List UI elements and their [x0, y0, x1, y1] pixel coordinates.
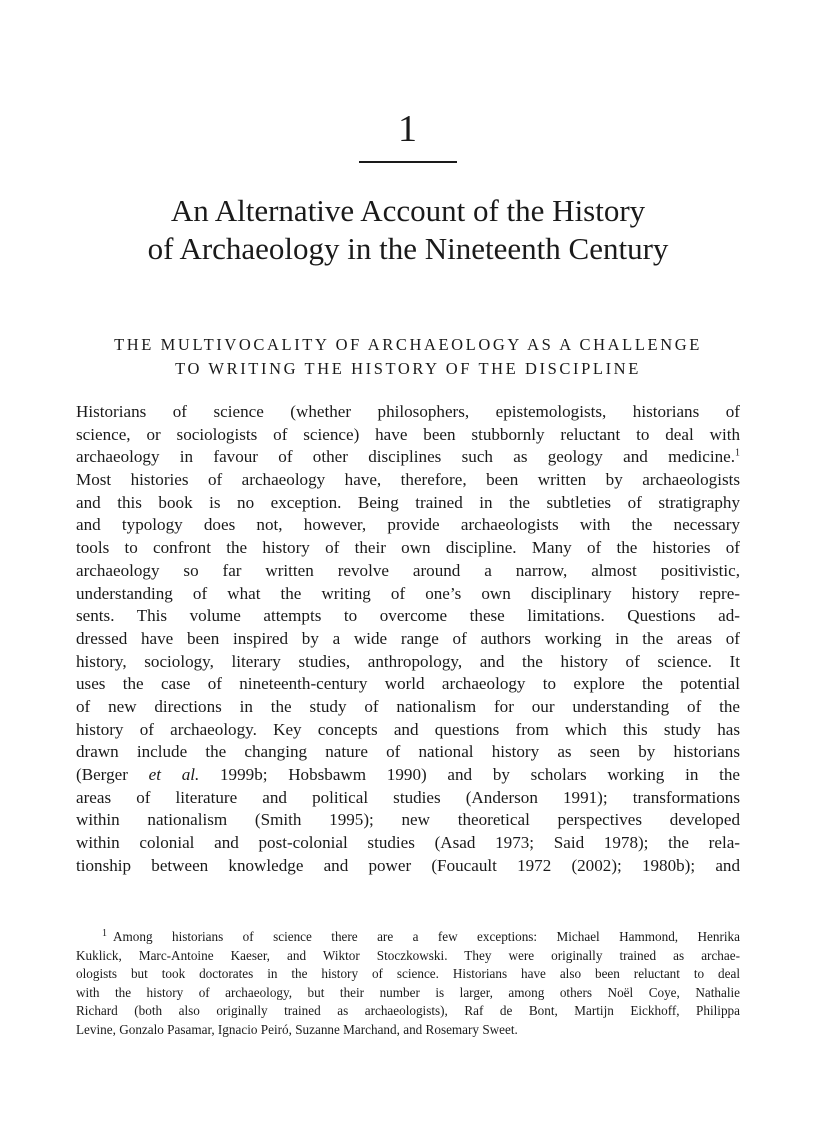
body-line: tionship between knowledge and power (Foucault 1972 (2002); 1980b); and [76, 855, 740, 875]
body-line-text: 1999b; Hobsbawm 1990) and by scholars working in the [220, 765, 740, 784]
body-line: history, sociology, literary studies, anthropology, and the history of science. It [76, 651, 740, 671]
body-line: and typology does not, however, provide archaeologists with the necessary [76, 515, 740, 535]
footnote-line: Kuklick, Marc-Antoine Kaeser, and Wiktor Stoczkowski. They were originally trained as archae- [76, 947, 740, 963]
body-line: history of archaeology. Key concepts and questions from which this study has [76, 719, 740, 739]
footnote-reference[interactable]: 1 [735, 447, 740, 459]
body-line: drawn include the changing nature of national history as seen by historians [76, 742, 740, 762]
body-line [76, 446, 740, 469]
body-line: understanding of what the writing of one’s own disciplinary history repre- [76, 583, 740, 603]
body-line: within colonial and post-colonial studies (Asad 1973; Said 1978); the rela- [76, 833, 740, 853]
chapter-title [0, 192, 816, 268]
section-heading [60, 333, 756, 381]
citation-etal: et al. [148, 765, 200, 784]
body-line: of new directions in the study of nationalism for our understanding of the [76, 696, 740, 716]
footnote-line: with the history of archaeology, but their number is larger, among others Noël Coye, Nathalie [76, 984, 740, 1000]
footnote-line [76, 928, 740, 947]
body-line-text: archaeology in favour of other disciplines such as geology and medicine. [76, 447, 735, 467]
chapter-number: 1 [398, 108, 418, 150]
citation-author: (Berger [76, 765, 128, 784]
footnote [76, 928, 740, 1040]
chapter-rule [359, 161, 457, 163]
body-line: dressed have been inspired by a wide range of authors working in the areas of [76, 628, 740, 648]
footnote-line: Richard (both also originally trained as archaeologists), Raf de Bont, Martijn Eickhoff, Philippa [76, 1003, 740, 1019]
body-line: tools to confront the history of their own discipline. Many of the histories of [76, 538, 740, 558]
body-line: uses the case of nineteenth-century world archaeology to explore the potential [76, 674, 740, 694]
chapter-title-line: of Archaeology in the Nineteenth Century [147, 231, 669, 266]
body-line: Most histories of archaeology have, therefore, been written by archaeologists [76, 470, 740, 490]
footnote-line: ologists but took doctorates in the history of science. Historians have also been reluctant to deal [76, 966, 740, 982]
body-line: Historians of science (whether philosophers, epistemologists, historians of [76, 402, 740, 421]
body-line: sents. This volume attempts to overcome these limitations. Questions ad- [76, 606, 740, 626]
footnote-line-text: Among historians of science there are a few exceptions: Michael Hammond, Henrika [113, 929, 740, 944]
body-line: science, or sociologists of science) have been stubbornly reluctant to deal with [76, 424, 740, 444]
body-line: archaeology so far written revolve around a narrow, almost positivistic, [76, 560, 740, 580]
footnote-marker: 1 [102, 927, 107, 939]
body-line: within nationalism (Smith 1995); new theoretical perspectives developed [76, 810, 740, 830]
body-line: areas of literature and political studies (Anderson 1991); transformations [76, 787, 740, 807]
body-line [76, 764, 740, 787]
section-heading-line: TO WRITING THE HISTORY OF THE DISCIPLINE [175, 359, 641, 378]
footnote-line: Levine, Gonzalo Pasamar, Ignacio Peiró, Suzanne Marchand, and Rosemary Sweet. [76, 1021, 518, 1037]
section-heading-line: THE MULTIVOCALITY OF ARCHAEOLOGY AS A CHALLENGE [114, 335, 702, 354]
body-paragraph [76, 401, 740, 877]
chapter-title-line: An Alternative Account of the History [170, 193, 646, 228]
body-line: and this book is no exception. Being trained in the subtleties of stratigraphy [76, 492, 740, 512]
